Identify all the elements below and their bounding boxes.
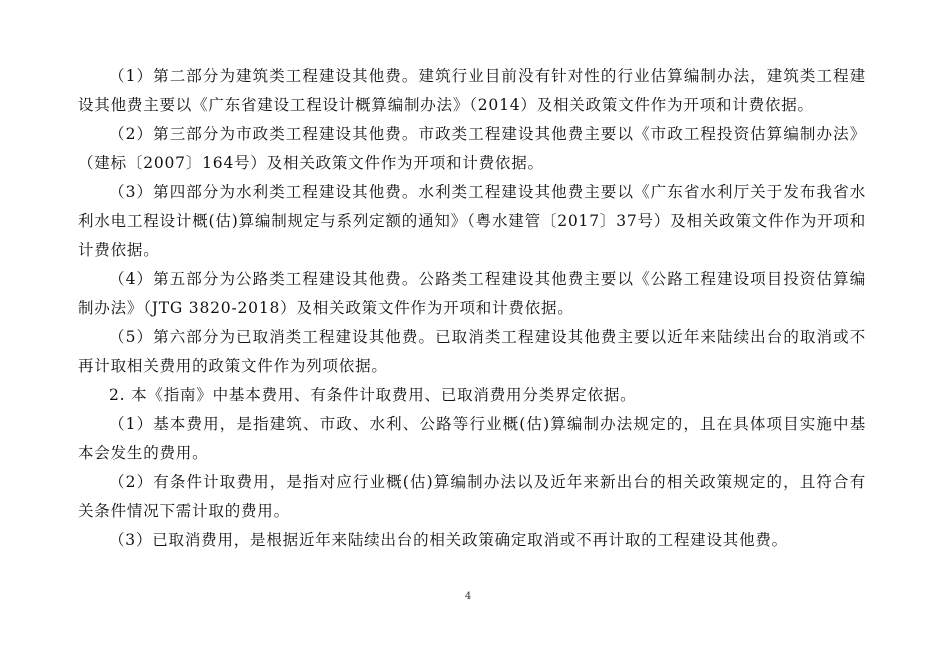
paragraph-municipal-fees: （2）第三部分为市政类工程建设其他费。市政类工程建设其他费主要以《市政工程投资估算编制办法》（建标〔2007〕164号）及相关政策文件作为开项和计费依据。 <box>78 125 866 172</box>
document-body <box>78 62 866 555</box>
paragraph-highway-fees: （4）第五部分为公路类工程建设其他费。公路类工程建设其他费主要以《公路工程建设项目投资估算编制办法》（JTG 3820-2018）及相关政策文件作为开项和计费依据。 <box>78 270 866 317</box>
paragraph-construction-fees: （1）第二部分为建筑类工程建设其他费。建筑行业目前没有针对性的行业估算编制办法，建筑类工程建设其他费主要以《广东省建设工程设计概算编制办法》（2014）及相关政策文件作为开项和计费依据。 <box>78 67 866 114</box>
paragraph-classification-basis: 2. 本《指南》中基本费用、有条件计取费用、已取消费用分类界定依据。 <box>109 386 637 404</box>
paragraph-water-conservancy-fees: （3）第四部分为水利类工程建设其他费。水利类工程建设其他费主要以《广东省水利厅关于发布我省水利水电工程设计概(估)算编制规定与系列定额的通知》（粤水建管〔2017〕37号）及相关政策文件作为开项和计费依据。 <box>78 183 866 259</box>
paragraph-cancelled-fees: （5）第六部分为已取消类工程建设其他费。已取消类工程建设其他费主要以近年来陆续出台的取消或不再计取相关费用的政策文件作为列项依据。 <box>78 328 866 375</box>
paragraph-cancelled-fees-definition: （3）已取消费用，是根据近年来陆续出台的相关政策确定取消或不再计取的工程建设其他费。 <box>109 531 788 549</box>
paragraph-conditional-fees-definition: （2）有条件计取费用，是指对应行业概(估)算编制办法以及近年来新出台的相关政策规定的，且符合有关条件情况下需计取的费用。 <box>78 473 866 520</box>
paragraph-basic-fees-definition: （1）基本费用，是指建筑、市政、水利、公路等行业概(估)算编制办法规定的，且在具体项目实施中基本会发生的费用。 <box>78 415 866 462</box>
page-number: 4 <box>464 591 472 602</box>
